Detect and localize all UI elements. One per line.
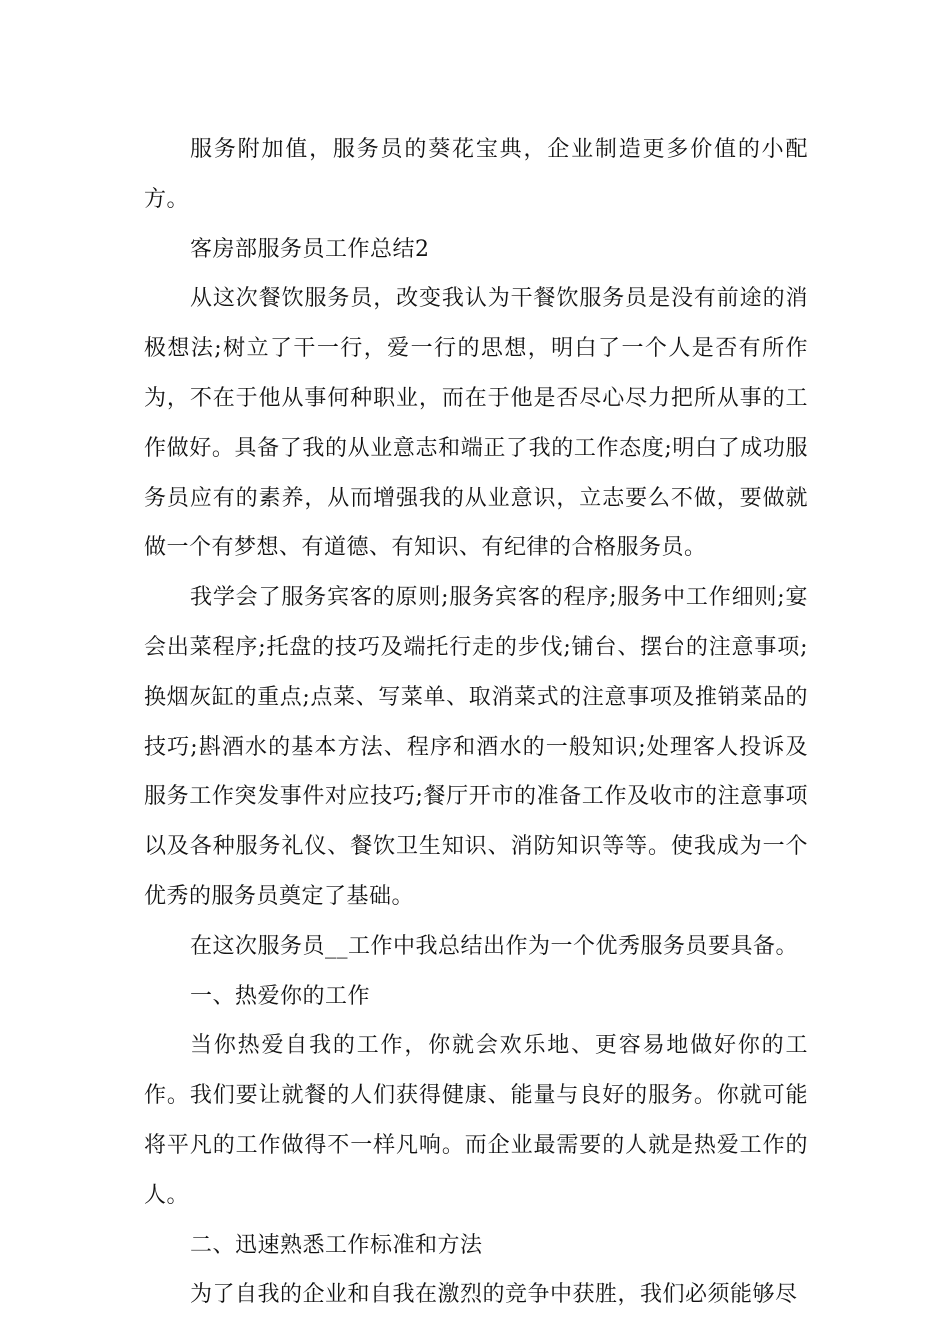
paragraph-1: 从这次餐饮服务员，改变我认为干餐饮服务员是没有前途的消极想法;树立了干一行，爱一行的思想，明白了一个人是否有所作为，不在于他从事何种职业，而在于他是否尽心尽力把所从事的工作做好。具备了我的从业意志和端正了我的工作态度;明白了成功服务员应有的素养，从而增强我的从业意识，立志要么不做，要做就做一个有梦想、有道德、有知识、有纪律的合格服务员。 (144, 286, 808, 561)
paragraph-2: 我学会了服务宾客的原则;服务宾客的程序;服务中工作细则;宴会出菜程序;托盘的技巧及端托行走的步伐;铺台、摆台的注意事项;换烟灰缸的重点;点菜、写菜单、取消菜式的注意事项及推销菜品的技巧;斟酒水的基本方法、程序和酒水的一般知识;处理客人投诉及服务工作突发事件对应技巧;餐厅开市的准备工作及收市的注意事项以及各种服务礼仪、餐饮卫生知识、消防知识等等。使我成为一个优秀的服务员奠定了基础。 (144, 585, 808, 909)
paragraph-5: 为了自我的企业和自我在激烈的竞争中获胜，我们必须能够尽 (190, 1282, 798, 1308)
heading-learn-standards: 二、迅速熟悉工作标准和方法 (190, 1232, 483, 1258)
paragraph-4: 当你热爱自我的工作，你就会欢乐地、更容易地做好你的工作。我们要让就餐的人们获得健康、能量与良好的服务。你就可能将平凡的工作做得不一样凡响。而企业最需要的人就是热爱工作的人。 (144, 1033, 808, 1208)
document-body (144, 125, 808, 1320)
heading-love-your-work: 一、热爱你的工作 (190, 983, 371, 1009)
section-title: 客房部服务员工作总结2 (190, 236, 430, 262)
paragraph-3: 在这次服务员__工作中我总结出作为一个优秀服务员要具备。 (190, 933, 799, 959)
intro-line: 服务附加值，服务员的葵花宝典，企业制造更多价值的小配方。 (144, 137, 808, 212)
